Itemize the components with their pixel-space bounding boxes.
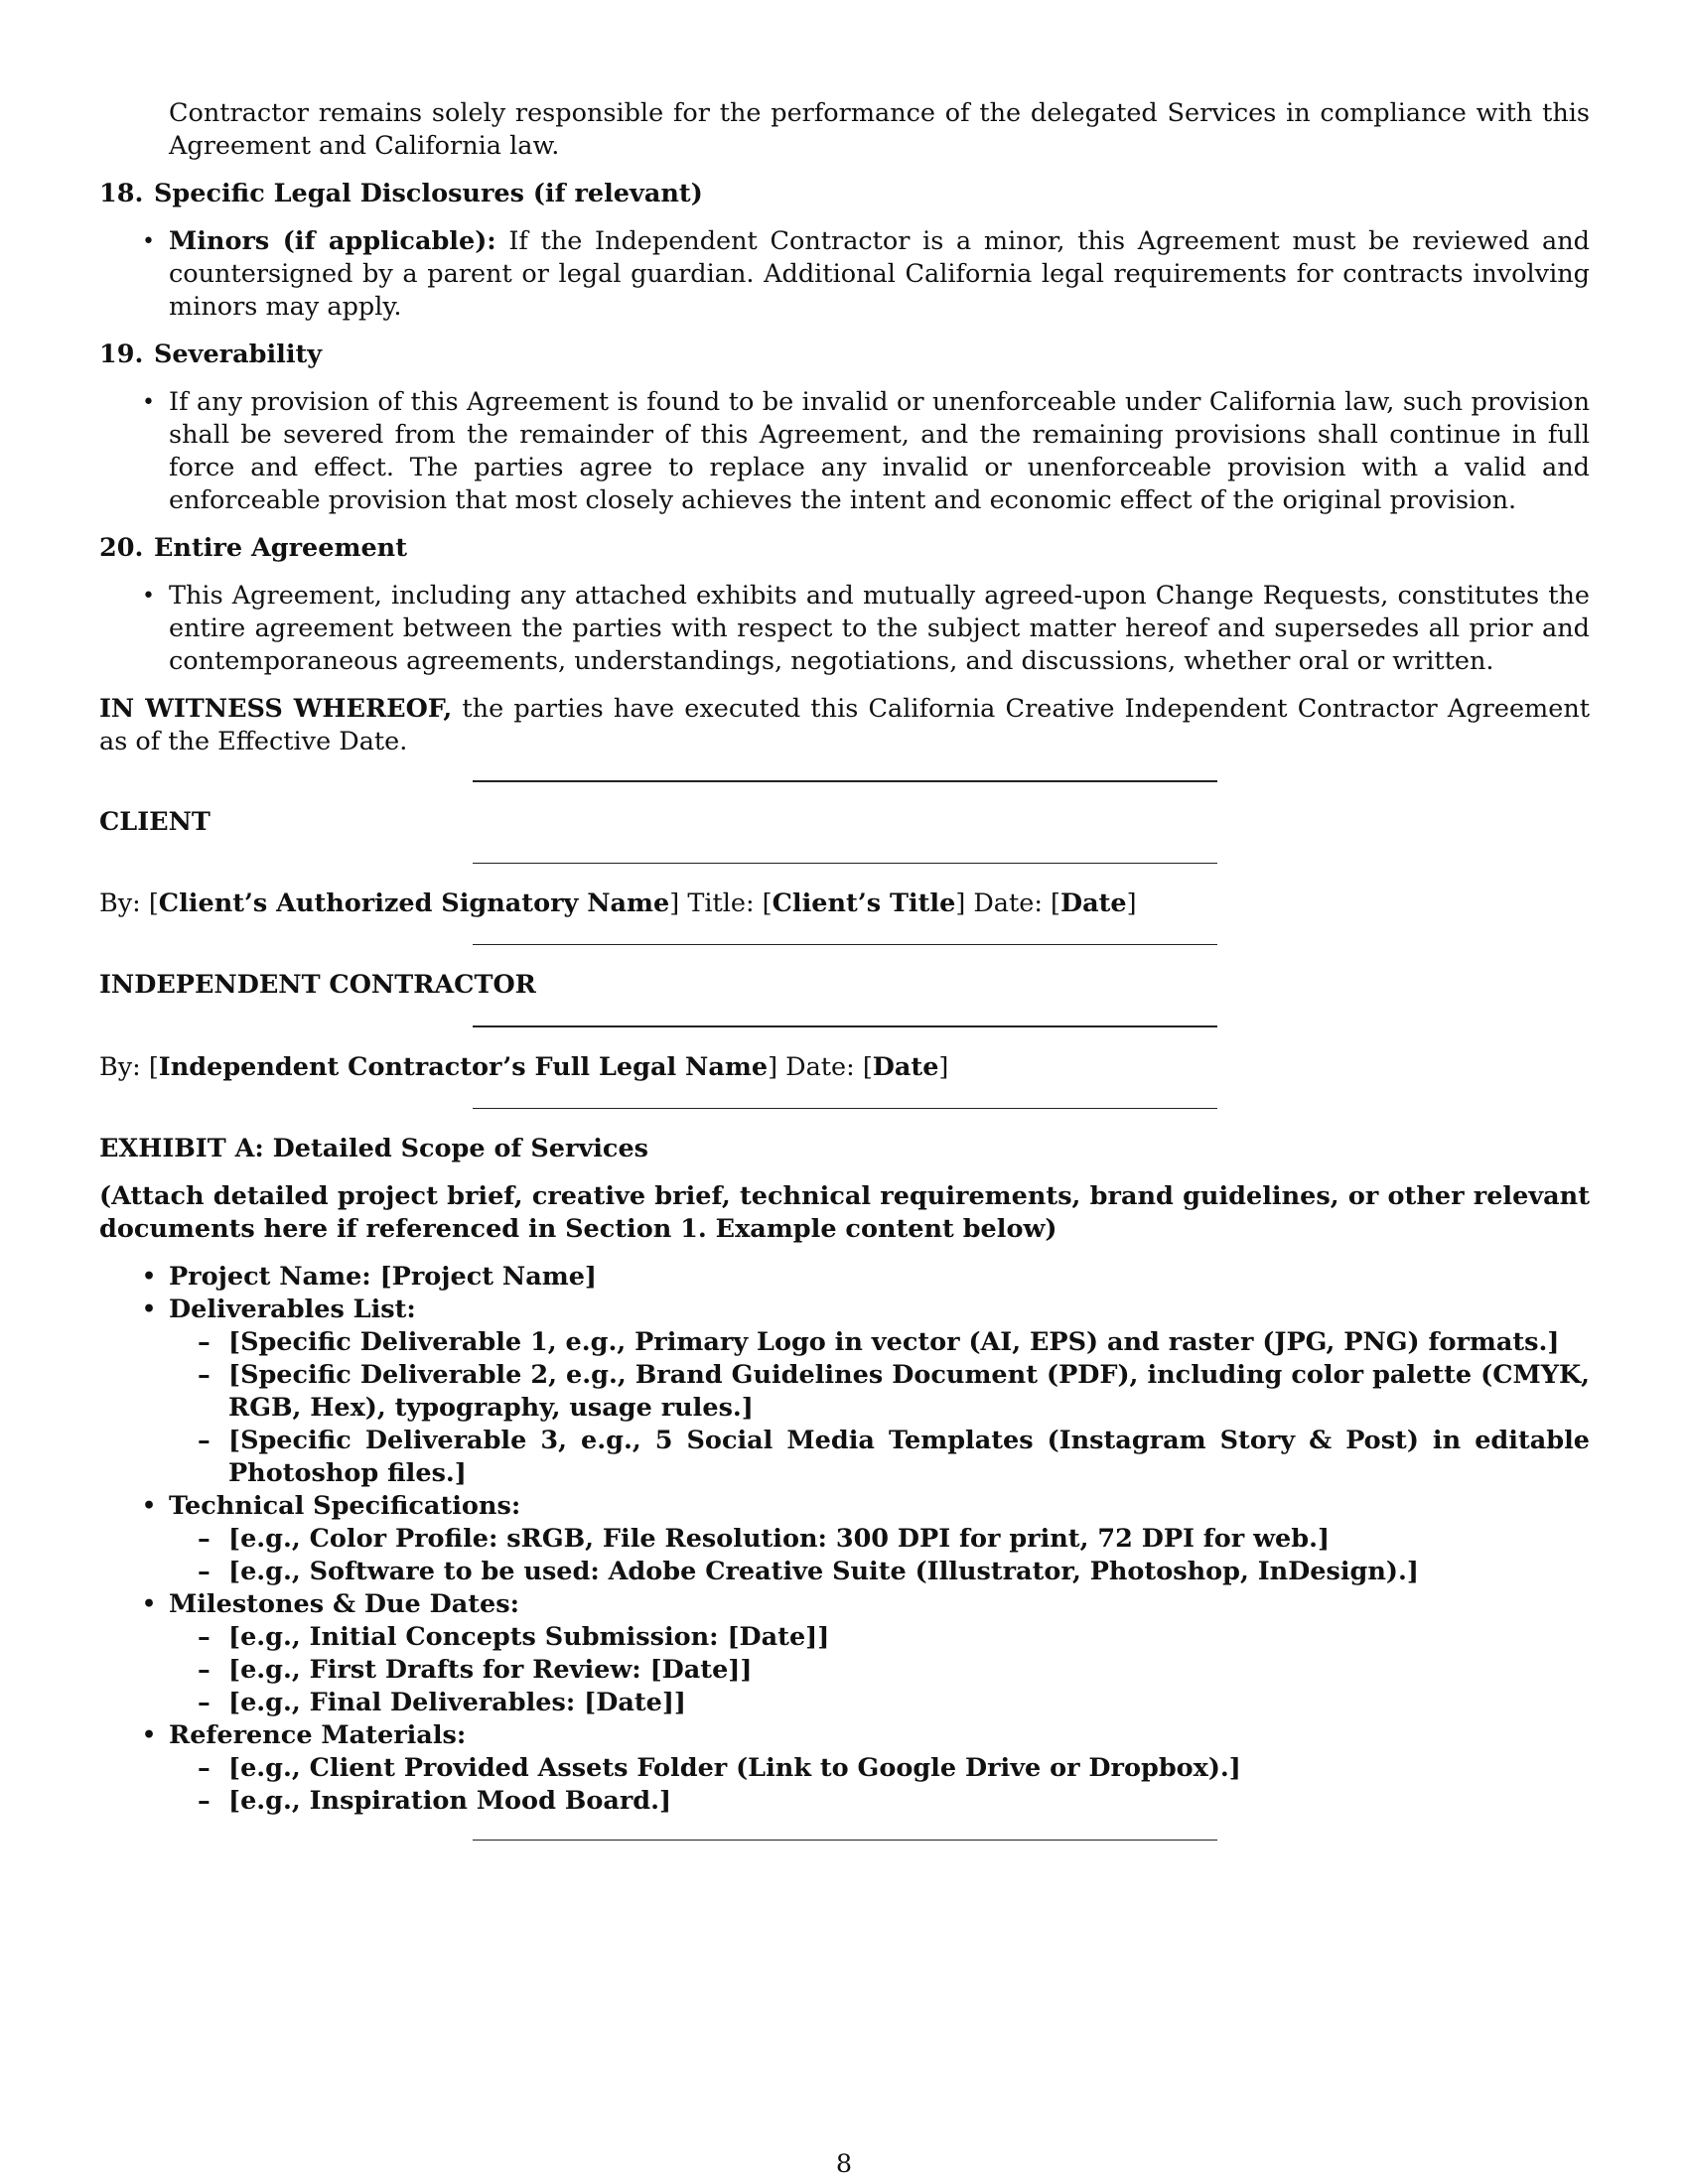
- sub-list: [169, 1752, 1590, 1818]
- section-number: 18.: [99, 179, 144, 208]
- witness-text: the parties have executed this California Creative Independent Contractor Agreement as of the Effective Date.: [99, 694, 1590, 756]
- list-item: [99, 1294, 1590, 1490]
- list-item-label: Technical Specifications:: [169, 1491, 521, 1521]
- list-item: [99, 1719, 1590, 1818]
- sub-list-item: – [e.g., Final Deliverables: [Date]]: [169, 1687, 1590, 1719]
- list-item: [99, 1588, 1590, 1719]
- divider: [473, 1840, 1217, 1841]
- section-title: Entire Agreement: [154, 533, 407, 563]
- client-title: Client’s Title: [772, 888, 956, 918]
- signature-line: [473, 863, 1217, 864]
- client-date: Date: [1060, 888, 1127, 918]
- list-item-label: Deliverables List:: [169, 1295, 416, 1324]
- page-number: 8: [835, 2149, 853, 2179]
- section-19-list: [99, 386, 1590, 517]
- contractor-by-line: [99, 1051, 1590, 1084]
- exhibit-instructions: (Attach detailed project brief, creative brief, technical requirements, brand guidelines, or other relevant documents here if referenced in Section 1. Example content below): [99, 1181, 1590, 1244]
- sub-list-item: – [Specific Deliverable 1, e.g., Primary Logo in vector (AI, EPS) and raster (JPG, PNG) formats.]: [169, 1326, 1590, 1359]
- sub-list-item: – [Specific Deliverable 3, e.g., 5 Social Media Templates (Instagram Story & Post) in editable Photoshop files.]: [169, 1425, 1590, 1490]
- exhibit-heading: EXHIBIT A: Detailed Scope of Services: [99, 1134, 649, 1163]
- document-page: [99, 97, 1590, 1841]
- exhibit-list: [99, 1261, 1590, 1818]
- sub-list-item: – [e.g., Inspiration Mood Board.]: [169, 1785, 1590, 1818]
- witness-paragraph: [99, 693, 1590, 758]
- section-number: 19.: [99, 340, 144, 369]
- section-heading-20: [99, 532, 1590, 565]
- section-title: Severability: [154, 340, 323, 369]
- contractor-date: Date: [872, 1052, 939, 1082]
- list-item: [99, 1490, 1590, 1588]
- signature-block: [99, 780, 1590, 1109]
- divider: [473, 1108, 1217, 1109]
- list-item-label: Project Name: [Project Name]: [169, 1262, 597, 1292]
- list-item: • This Agreement, including any attached exhibits and mutually agreed-upon Change Requests, constitutes the entire agreement between the parties with respect to the subject matter hereof and supersedes all prior and contemporaneous agreements, understandings, negotiations, and discussions, whether oral or written.: [99, 580, 1590, 678]
- sub-list: [169, 1326, 1590, 1490]
- list-item-label: Reference Materials:: [169, 1720, 467, 1750]
- client-heading: CLIENT: [99, 807, 211, 837]
- list-item: [99, 225, 1590, 324]
- sub-list-item: – [e.g., Client Provided Assets Folder (Link to Google Drive or Dropbox).]: [169, 1752, 1590, 1785]
- bullet-lead: Minors (if applicable):: [169, 226, 496, 256]
- sub-list-item: – [e.g., Color Profile: sRGB, File Resolution: 300 DPI for print, 72 DPI for web.]: [169, 1523, 1590, 1556]
- contractor-name: Independent Contractor’s Full Legal Name: [158, 1052, 769, 1082]
- sub-list-item: – [Specific Deliverable 2, e.g., Brand Guidelines Document (PDF), including color palette (CMYK, RGB, Hex), typography, usage rules.]: [169, 1359, 1590, 1425]
- divider: [473, 944, 1217, 945]
- section-title: Specific Legal Disclosures (if relevant): [154, 179, 703, 208]
- section-heading-19: [99, 339, 1590, 371]
- bracket-close: ]: [1126, 888, 1137, 918]
- bullet-text: If the Independent Contractor is a minor, this Agreement must be reviewed and countersigned by a parent or legal guardian. Additional California legal requirements for contracts involving minors may apply.: [169, 226, 1590, 322]
- client-by-line: [99, 887, 1590, 920]
- date-label: ] Date: [: [768, 1052, 873, 1082]
- title-label: ] Title: [: [669, 888, 773, 918]
- by-label: By: [: [99, 1052, 159, 1082]
- sub-list-item: – [e.g., Initial Concepts Submission: [Date]]: [169, 1621, 1590, 1654]
- by-label: By: [: [99, 888, 159, 918]
- sub-list-item: – [e.g., Software to be used: Adobe Creative Suite (Illustrator, Photoshop, InDesign).]: [169, 1556, 1590, 1588]
- section-number: 20.: [99, 533, 144, 563]
- divider: [473, 780, 1217, 782]
- contractor-heading: INDEPENDENT CONTRACTOR: [99, 970, 536, 1000]
- bracket-close: ]: [938, 1052, 949, 1082]
- sub-list: [169, 1621, 1590, 1719]
- section-20-list: [99, 580, 1590, 678]
- signature-line: [473, 1025, 1217, 1027]
- sub-list: [169, 1523, 1590, 1588]
- list-item: [99, 1261, 1590, 1294]
- list-item-label: Milestones & Due Dates:: [169, 1589, 520, 1619]
- list-item: • If any provision of this Agreement is found to be invalid or unenforceable under California law, such provision shall be severed from the remainder of this Agreement, and the remaining provisions shall continue in full force and effect. The parties agree to replace any invalid or unenforceable provision with a valid and enforceable provision that most closely achieves the intent and economic effect of the original provision.: [99, 386, 1590, 517]
- witness-lead: IN WITNESS WHEREOF,: [99, 694, 453, 724]
- intro-paragraph: Contractor remains solely responsible for the performance of the delegated Services in compliance with this Agreement and California law.: [169, 98, 1590, 161]
- section-heading-18: [99, 178, 1590, 210]
- sub-list-item: – [e.g., First Drafts for Review: [Date]]: [169, 1654, 1590, 1687]
- client-signatory-name: Client’s Authorized Signatory Name: [158, 888, 670, 918]
- date-label: ] Date: [: [955, 888, 1060, 918]
- section-18-list: [99, 225, 1590, 324]
